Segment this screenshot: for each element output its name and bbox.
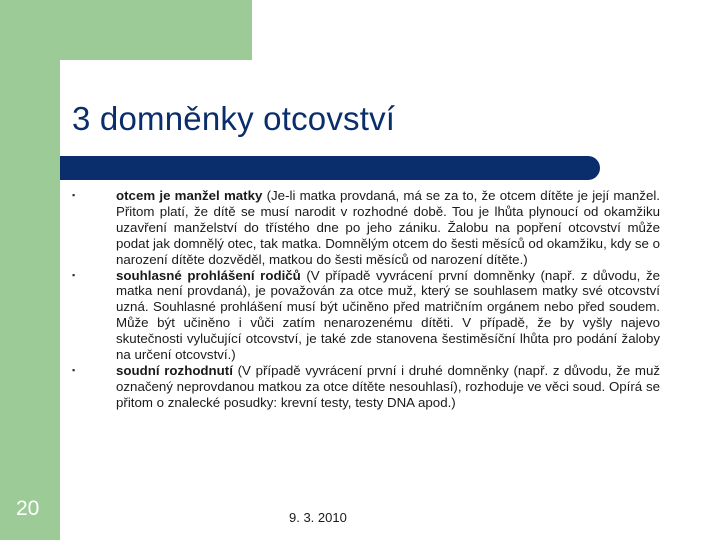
item-text: (V případě vyvrácení první domněnky (např. z důvodu, že matka není provdaná), je považován za otce muž, který se souhlasem matky své otcovství uzná. Souhlasné prohlášení musí být učiněno před matričním orgánem nebo před soudem. Může být učiněno i vůči zatím nenarozenému dítěti. V případě, že by vyšly najevo skutečnosti vylučující otcovství, je také zde stanovena šestiměsíční lhůta pro podání žaloby na určení otcovství.) — [116, 267, 660, 363]
slide-title: 3 domněnky otcovství — [72, 100, 396, 137]
bullet-list — [72, 188, 660, 411]
list-item — [72, 268, 660, 363]
bullet-icon: ▪ — [72, 364, 76, 375]
list-item — [72, 363, 660, 411]
item-heading: souhlasné prohlášení rodičů — [116, 267, 301, 283]
title-underline-bar — [60, 156, 600, 180]
item-text: (Je-li matka provdaná, má se za to, že otcem dítěte je její manžel. Přitom platí, že dítě se musí narodit v rozhodné době. Tou je lhůta plynoucí od okamžiku uzavření manželství do třístého dne po jeho zániku. Žalobu na popření otcovství může podat jak domnělý otec, tak matka. Domnělým otcem do šesti měsíců od okamžiku, kdy se o narození dítěte dozvěděl, matkou do šesti měsíců od narození dítěte.) — [116, 188, 660, 267]
green-left-band — [0, 0, 60, 540]
item-heading: soudní rozhodnutí — [116, 362, 233, 378]
green-top-block — [60, 0, 252, 60]
item-text: (V případě vyvrácení první i druhé domněnky (např. z důvodu, že muž označený neprovdanou matkou za otce dítěte nesouhlasí), rozhoduje ve věci soud. Opírá se přitom o znalecké posudky: krevní testy, testy DNA apod.) — [116, 362, 660, 410]
list-item — [72, 188, 660, 268]
item-heading: otcem je manžel matky — [116, 188, 263, 203]
slide-number: 20 — [16, 497, 40, 520]
bullet-icon: ▪ — [72, 190, 76, 200]
rounded-corner — [60, 60, 100, 100]
bullet-icon: ▪ — [72, 269, 76, 280]
slide-date: 9. 3. 2010 — [289, 510, 347, 525]
